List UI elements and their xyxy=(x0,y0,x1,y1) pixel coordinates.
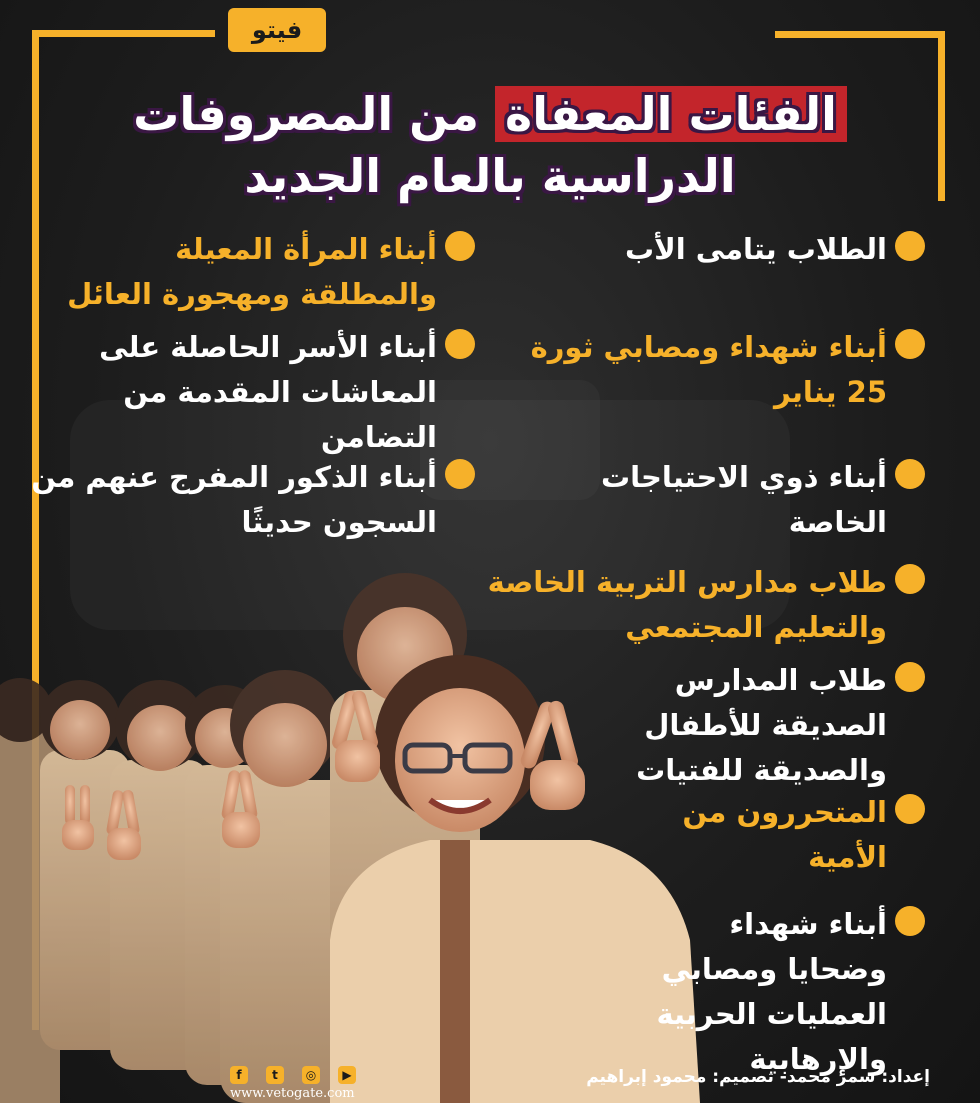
youtube-icon: ▶ xyxy=(338,1066,356,1084)
list-item xyxy=(682,790,925,880)
list-item-text: أبناء الذكور المفرج عنهم من السجون حديثًا xyxy=(31,460,437,539)
bullet-icon xyxy=(895,459,925,489)
title-line-1 xyxy=(0,86,980,142)
list-item xyxy=(67,227,475,317)
title-line-2: الدراسية بالعام الجديد xyxy=(244,149,736,203)
list-item-text: أبناء شهداء ومصابي ثورة 25 يناير xyxy=(530,330,887,409)
credit-line: إعداد: سمر محمد- تصميم: محمود إبراهيم xyxy=(586,1067,930,1087)
list-item-text: الطلاب يتامى الأب xyxy=(624,232,887,266)
title-rest: من المصروفات xyxy=(133,87,480,141)
frame-top-right xyxy=(775,31,945,38)
list-item-text: أبناء الأسر الحاصلة على المعاشات المقدمة من التضامن xyxy=(99,330,437,454)
list-item xyxy=(531,325,925,415)
bullet-icon xyxy=(445,231,475,261)
twitter-icon: t xyxy=(266,1066,284,1084)
list-item xyxy=(656,902,925,1082)
list-item-text: طلاب المدارس الصديقة للأطفال والصديقة للفتيات xyxy=(636,663,887,787)
list-item-text: طلاب مدارس التربية الخاصة والتعليم المجتمعي xyxy=(487,565,887,644)
list-item-text: أبناء ذوي الاحتياجات الخاصة xyxy=(601,460,887,539)
frame-top-left xyxy=(32,30,215,37)
instagram-icon: ◎ xyxy=(302,1066,320,1084)
list-item xyxy=(488,560,925,650)
list-item xyxy=(636,658,925,793)
website-url: www.vetogate.com xyxy=(230,1086,355,1101)
facebook-icon: f xyxy=(230,1066,248,1084)
list-item xyxy=(31,455,475,545)
list-item-text: أبناء شهداء وضحايا ومصابي العمليات الحربية والإرهابية xyxy=(656,907,887,1076)
bullet-icon xyxy=(895,906,925,936)
logo-text: فيتو xyxy=(251,16,303,44)
bullet-icon xyxy=(445,459,475,489)
list-item xyxy=(625,227,925,272)
list-item xyxy=(99,325,475,460)
bullet-icon xyxy=(895,329,925,359)
list-item-text: أبناء المرأة المعيلة والمطلقة ومهجورة العائل xyxy=(67,232,437,311)
bullet-icon xyxy=(895,794,925,824)
bullet-icon xyxy=(895,231,925,261)
list-item xyxy=(601,455,925,545)
bullet-icon xyxy=(895,662,925,692)
list-item-text: المتحررون من الأمية xyxy=(682,795,887,874)
brand-logo xyxy=(228,8,326,52)
bullet-icon xyxy=(895,564,925,594)
title-highlight: الفئات المعفاة xyxy=(495,86,847,142)
bullet-icon xyxy=(445,329,475,359)
